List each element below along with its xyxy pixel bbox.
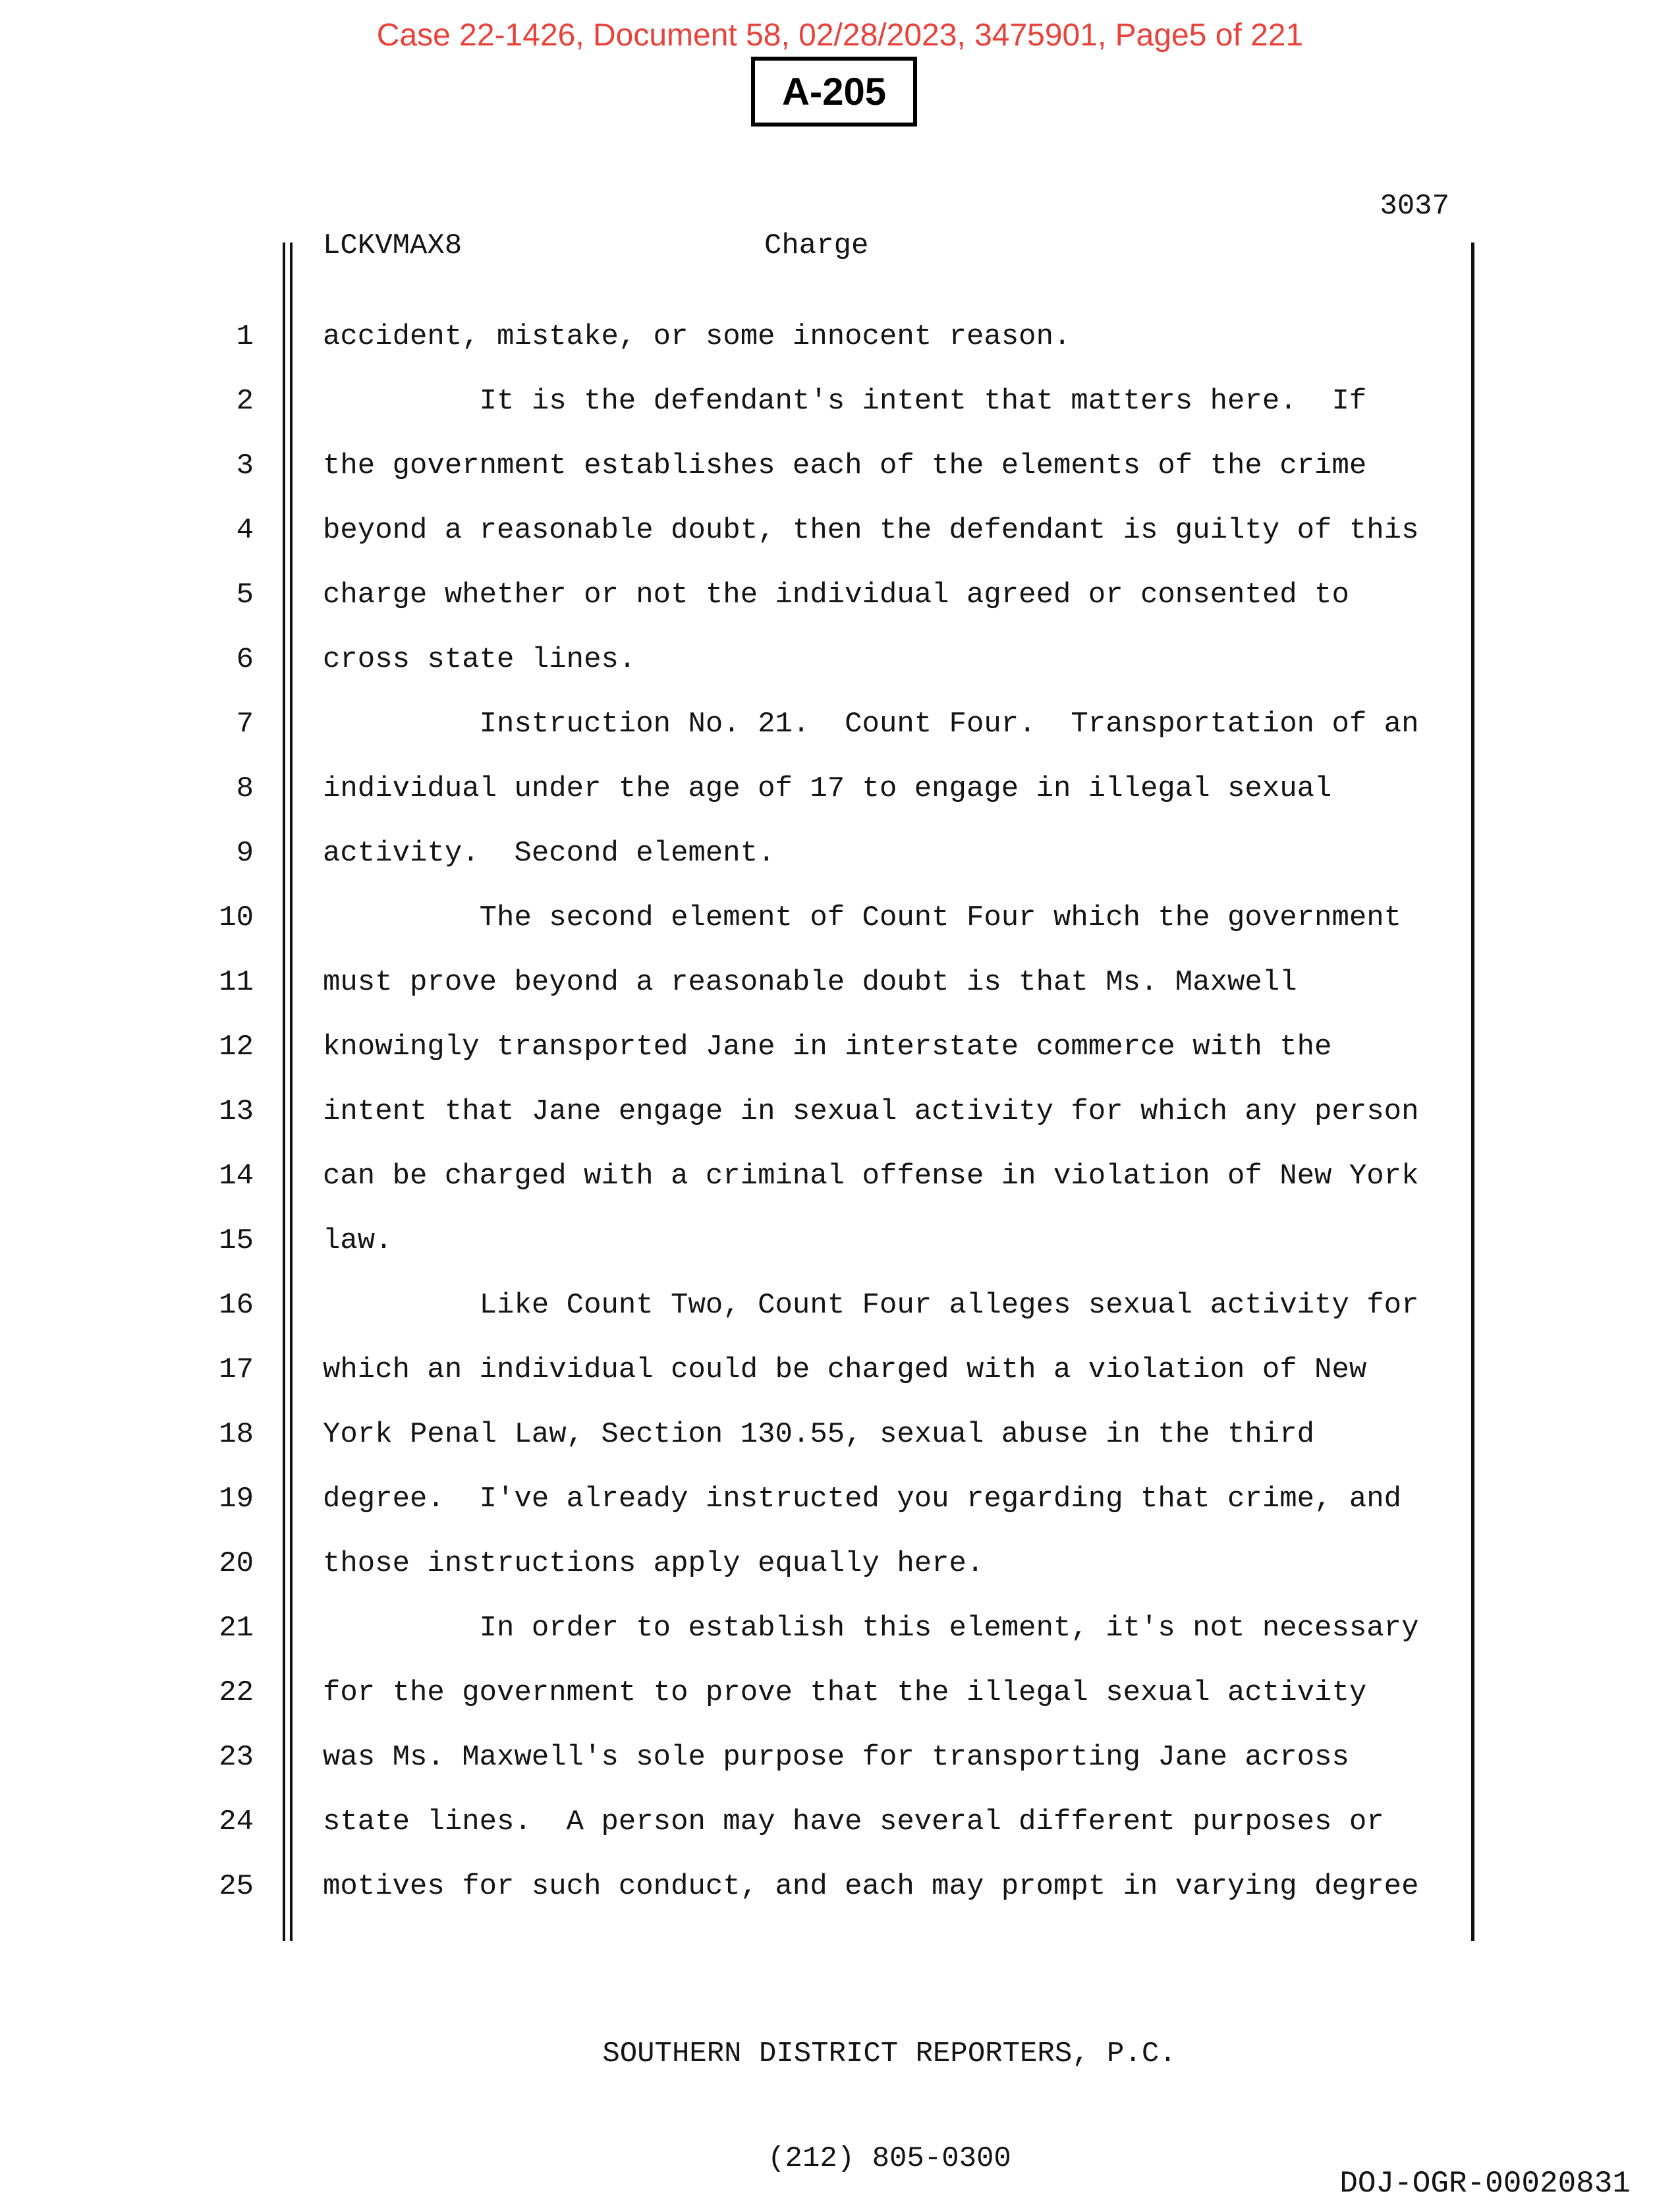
bates-number: DOJ-OGR-00020831 [1339, 2167, 1631, 2201]
transcript-line [0, 1353, 1680, 1418]
line-text: York Penal Law, Section 130.55, sexual abuse in the third [323, 1418, 1315, 1451]
line-text: degree. I've already instructed you regarding that crime, and [323, 1483, 1402, 1516]
line-number: 4 [236, 514, 254, 547]
line-number: 9 [236, 837, 254, 870]
line-number: 24 [219, 1805, 254, 1838]
line-text: intent that Jane engage in sexual activity for which any person [323, 1095, 1419, 1128]
line-text: was Ms. Maxwell's sole purpose for transporting Jane across [323, 1741, 1349, 1774]
line-text: law. [323, 1224, 393, 1257]
line-number: 23 [219, 1741, 254, 1774]
line-text: accident, mistake, or some innocent reason. [323, 320, 1071, 353]
line-number: 1 [236, 320, 254, 353]
transcript-line [0, 966, 1680, 1031]
transcript-line [0, 449, 1680, 514]
transcript-line [0, 901, 1680, 966]
line-text: the government establishes each of the elements of the crime [323, 449, 1367, 482]
transcript-line [0, 1483, 1680, 1547]
session-code: LCKVMAX8 [323, 229, 462, 262]
line-number: 20 [219, 1547, 254, 1580]
transcript-line [0, 1612, 1680, 1676]
transcript-line [0, 1095, 1680, 1160]
transcript-line [0, 1741, 1680, 1805]
transcript-line [0, 579, 1680, 643]
line-number: 13 [219, 1095, 254, 1128]
line-number: 22 [219, 1676, 254, 1709]
transcript-line [0, 1418, 1680, 1483]
line-number: 5 [236, 579, 254, 611]
line-text: can be charged with a criminal offense in violation of New York [323, 1160, 1419, 1193]
line-number: 8 [236, 772, 254, 805]
line-number: 12 [219, 1031, 254, 1063]
line-text: In order to establish this element, it's not necessary [323, 1612, 1419, 1645]
transcript-line [0, 837, 1680, 901]
transcript-line [0, 1160, 1680, 1224]
line-number: 17 [219, 1353, 254, 1386]
line-text: Instruction No. 21. Count Four. Transportation of an [323, 708, 1419, 741]
reporter-name: SOUTHERN DISTRICT REPORTERS, P.C. [602, 2037, 1177, 2070]
transcript-line [0, 1224, 1680, 1289]
line-number: 10 [219, 901, 254, 934]
line-text: It is the defendant's intent that matters here. If [323, 385, 1367, 418]
reporter-footer [283, 1967, 1496, 2212]
transcript-line [0, 643, 1680, 708]
transcript-line [0, 320, 1680, 385]
line-text: activity. Second element. [323, 837, 775, 870]
transcript-line [0, 1031, 1680, 1095]
appendix-page-stamp [751, 57, 917, 127]
line-number: 2 [236, 385, 254, 418]
transcript-page-number: 3037 [1380, 190, 1449, 223]
reporter-phone: (212) 805-0300 [768, 2142, 1011, 2175]
line-text: which an individual could be charged with a violation of New [323, 1353, 1367, 1386]
transcript-line [0, 1870, 1680, 1935]
transcript-line [0, 1547, 1680, 1612]
line-text: beyond a reasonable doubt, then the defendant is guilty of this [323, 514, 1419, 547]
line-text: state lines. A person may have several different purposes or [323, 1805, 1384, 1838]
transcript-line [0, 514, 1680, 579]
line-text: motives for such conduct, and each may prompt in varying degree [323, 1870, 1419, 1903]
line-text: charge whether or not the individual agreed or consented to [323, 579, 1349, 611]
transcript-line [0, 772, 1680, 837]
appendix-page-label: A-205 [782, 70, 886, 113]
line-text: must prove beyond a reasonable doubt is that Ms. Maxwell [323, 966, 1297, 999]
line-text: Like Count Two, Count Four alleges sexual activity for [323, 1289, 1419, 1322]
line-number: 16 [219, 1289, 254, 1322]
transcript-line [0, 1676, 1680, 1741]
line-number: 15 [219, 1224, 254, 1257]
line-number: 18 [219, 1418, 254, 1451]
transcript-line [0, 708, 1680, 772]
transcript-line [0, 1805, 1680, 1870]
line-text: knowingly transported Jane in interstate commerce with the [323, 1031, 1332, 1063]
line-text: those instructions apply equally here. [323, 1547, 984, 1580]
line-number: 3 [236, 449, 254, 482]
line-number: 6 [236, 643, 254, 676]
line-text: cross state lines. [323, 643, 636, 676]
line-text: for the government to prove that the illegal sexual activity [323, 1676, 1367, 1709]
line-number: 25 [219, 1870, 254, 1903]
line-number: 19 [219, 1483, 254, 1516]
case-caption-stamp: Case 22-1426, Document 58, 02/28/2023, 3475901, Page5 of 221 [376, 18, 1304, 53]
line-number: 14 [219, 1160, 254, 1193]
transcript-line [0, 1289, 1680, 1353]
transcript-line [0, 385, 1680, 449]
line-text: individual under the age of 17 to engage in illegal sexual [323, 772, 1332, 805]
proceeding-label: Charge [764, 229, 869, 262]
line-number: 11 [219, 966, 254, 999]
line-text: The second element of Count Four which the government [323, 901, 1402, 934]
line-number: 7 [236, 708, 254, 741]
line-number: 21 [219, 1612, 254, 1645]
